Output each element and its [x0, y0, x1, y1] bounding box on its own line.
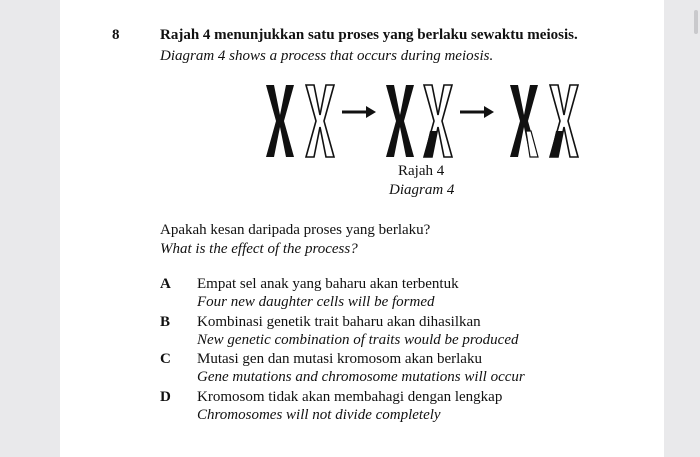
arrow-2 — [460, 106, 494, 118]
question-stem-english: Diagram 4 shows a process that occurs during meiosis. — [160, 48, 494, 64]
chromosome-crossing-over-diagram — [262, 82, 592, 160]
chromosome-recombinant-2 — [550, 85, 578, 157]
diagram-caption-english: Diagram 4 — [389, 182, 455, 198]
prompt-english: What is the effect of the process? — [160, 241, 358, 257]
chromosome-solid-stage2 — [386, 85, 414, 157]
option-text-english: New genetic combination of traits would be produced — [197, 332, 519, 348]
option-letter: A — [160, 276, 171, 292]
option-letter: C — [160, 351, 171, 367]
question-number: 8 — [112, 27, 120, 43]
question-stem-malay: Rajah 4 menunjukkan satu proses yang berlaku sewaktu meiosis. — [160, 27, 578, 43]
option-text-english: Gene mutations and chromosome mutations will occur — [197, 369, 525, 385]
option-text-english: Four new daughter cells will be formed — [197, 294, 435, 310]
chromosome-outline-stage1 — [306, 85, 334, 157]
scrollbar[interactable] — [694, 10, 698, 34]
prompt-malay: Apakah kesan daripada proses yang berlaku? — [160, 222, 431, 238]
option-letter: D — [160, 389, 171, 405]
chromosome-recombinant-1 — [510, 85, 538, 157]
option-text-malay: Kombinasi genetik trait baharu akan dihasilkan — [197, 314, 481, 330]
diagram-caption-malay: Rajah 4 — [398, 163, 445, 179]
option-text-malay: Mutasi gen dan mutasi kromosom akan berlaku — [197, 351, 482, 367]
arrow-1 — [342, 106, 376, 118]
option-text-malay: Empat sel anak yang baharu akan terbentuk — [197, 276, 459, 292]
option-letter: B — [160, 314, 171, 330]
chromosome-solid-stage1 — [266, 85, 294, 157]
option-text-malay: Kromosom tidak akan membahagi dengan lengkap — [197, 389, 503, 405]
option-text-english: Chromosomes will not divide completely — [197, 407, 441, 423]
chromosome-outline-stage2 — [424, 85, 452, 157]
